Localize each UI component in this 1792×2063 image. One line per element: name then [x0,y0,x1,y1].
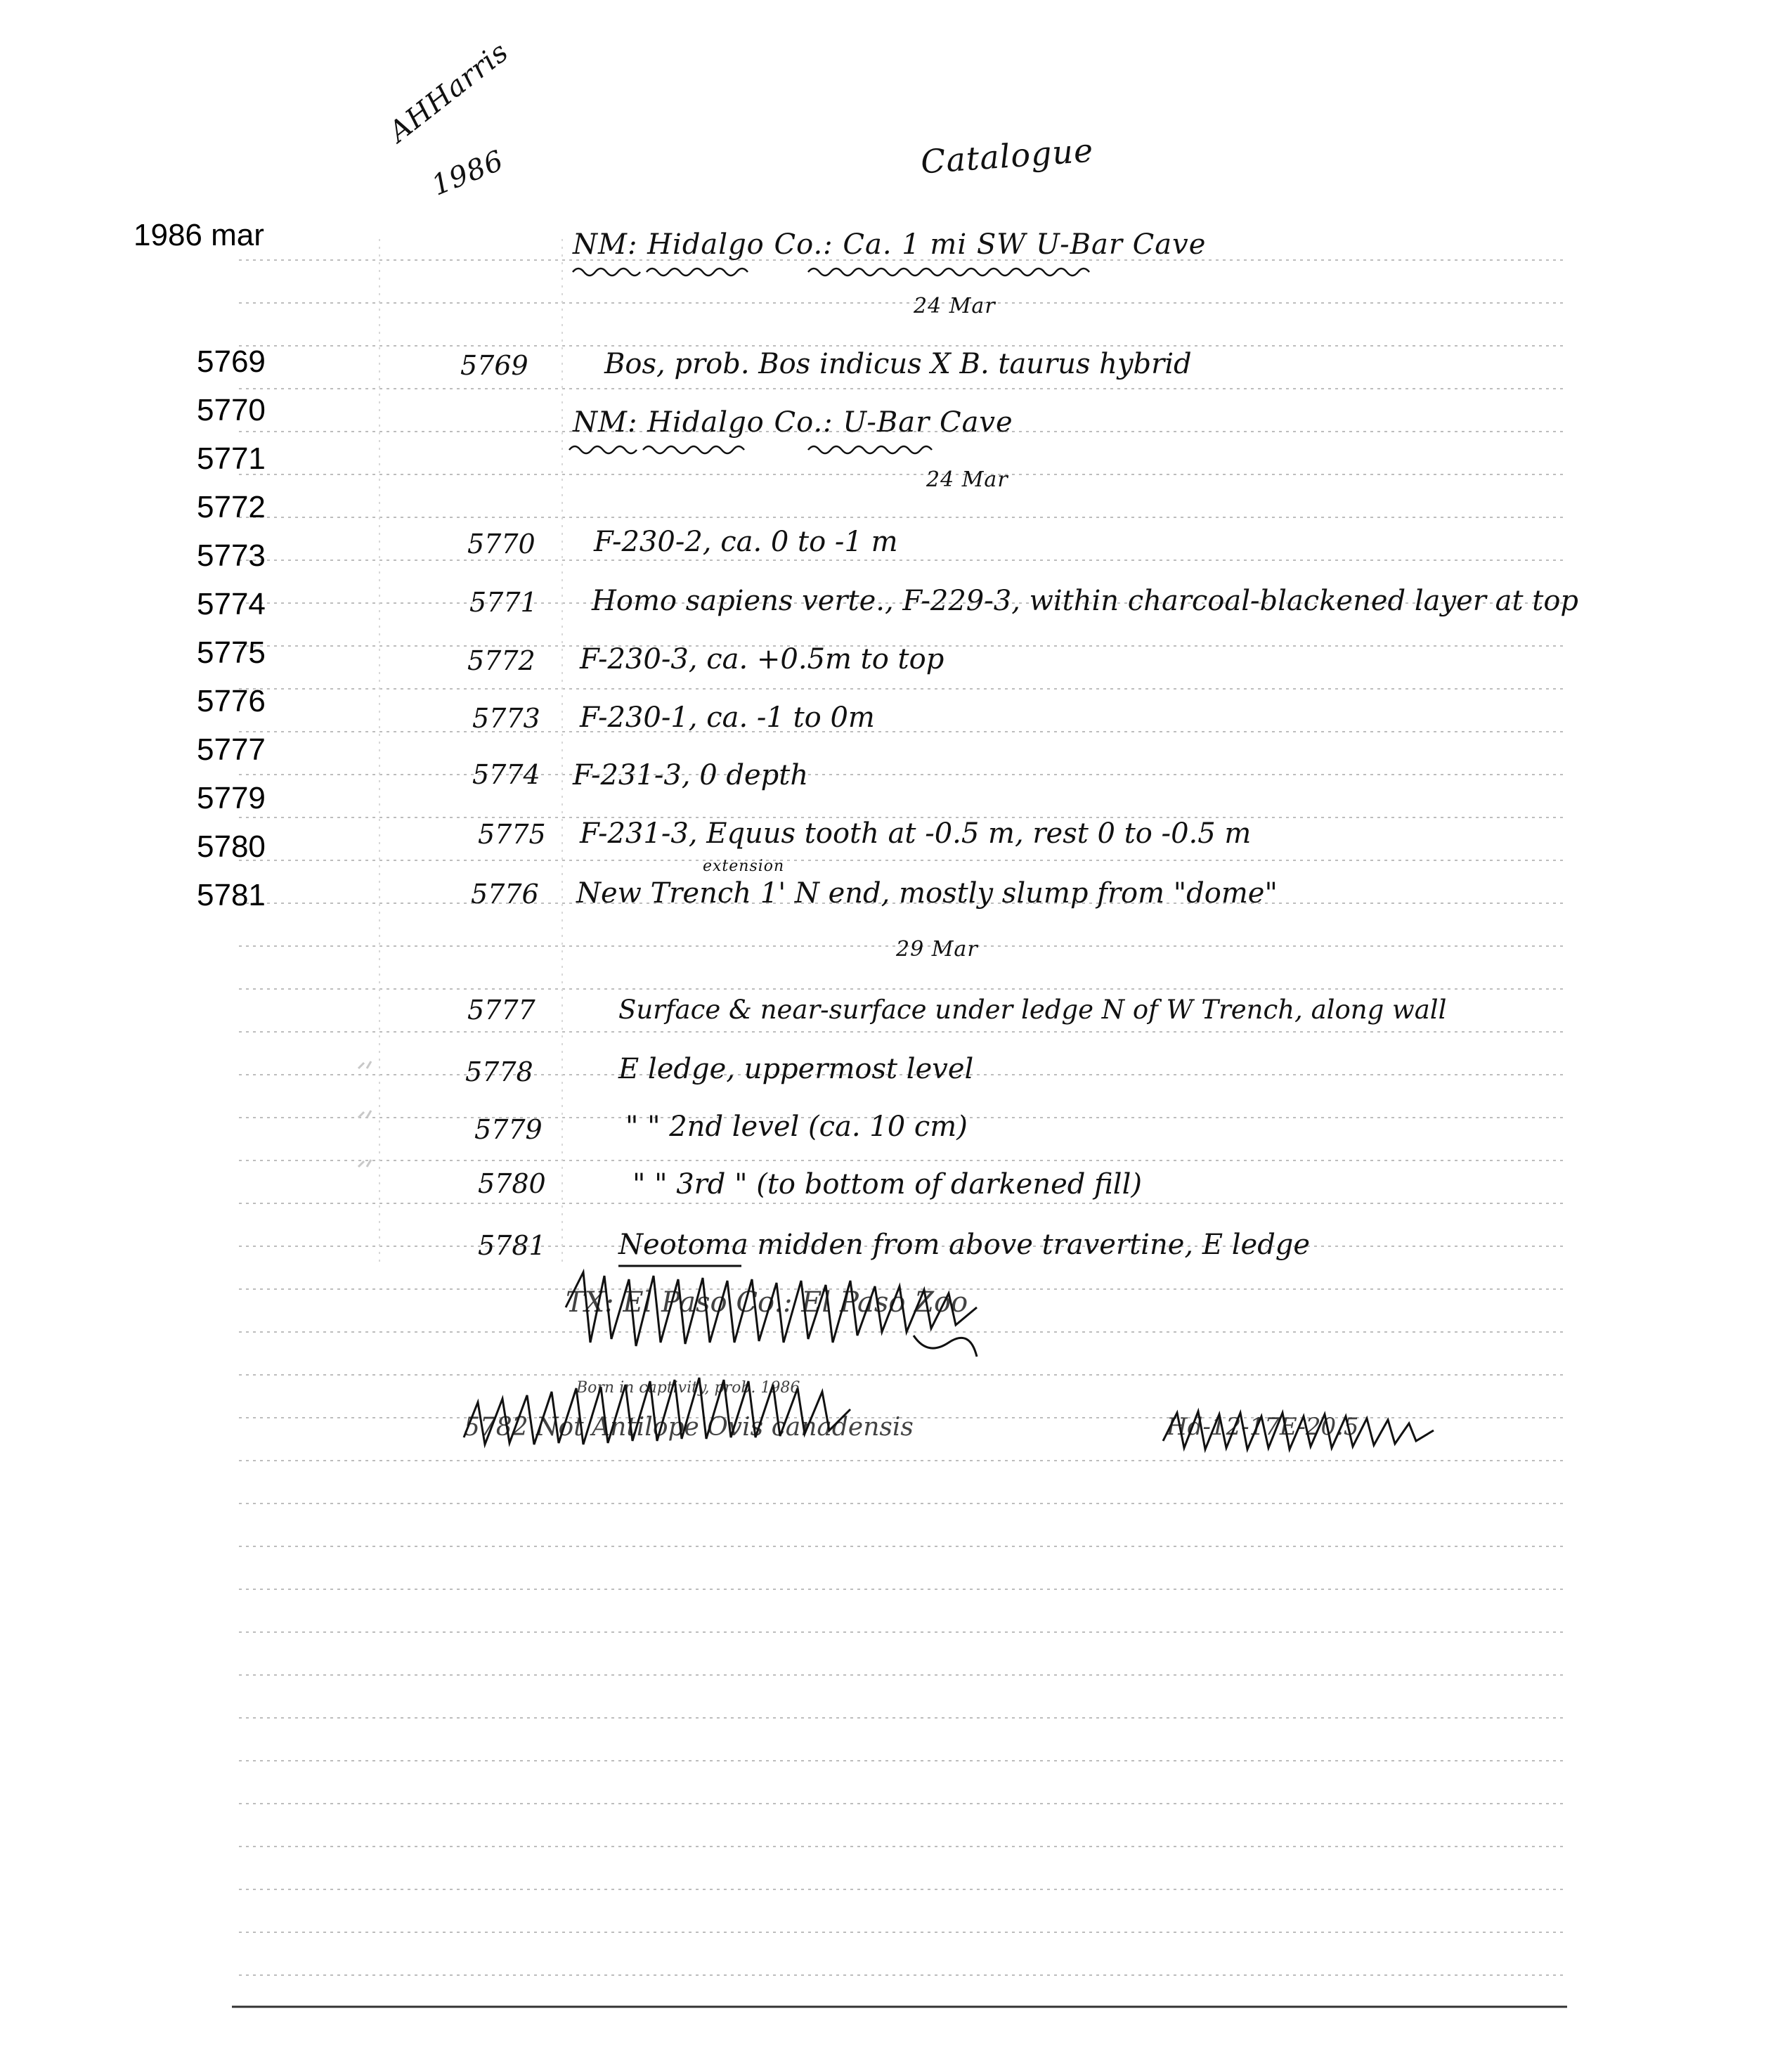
entry-text: F-231-3, 0 depth [573,759,809,791]
entry-number: 5776 [471,879,539,910]
crossed-out-entry: 5782 Not Antilope Ovis canadensis [464,1413,914,1442]
entry-number: 5769 [460,350,528,381]
margin-number: 5776 [197,684,266,718]
locality-heading: NM: Hidalgo Co.: Ca. 1 mi SW U-Bar Cave [573,228,1207,261]
margin-number: 5775 [197,635,266,670]
locality-date: 24 Mar [914,294,996,318]
locality-heading: NM: Hidalgo Co.: U-Bar Cave [573,406,1013,439]
entry-text: F-230-1, ca. -1 to 0m [580,701,875,734]
section-date: 29 Mar [896,937,978,962]
entry-number: 5775 [478,819,546,850]
entry-text: Bos, prob. Bos indicus X B. taurus hybrid [604,348,1192,380]
insertion-note: extension [703,858,785,875]
entry-number: 5780 [478,1168,546,1199]
margin-number: 5779 [197,781,266,815]
crossout-scribble [457,1360,963,1466]
wavy-underline [566,439,959,460]
crossed-out-note: Born in captivity, prob. 1986 [576,1379,800,1397]
signature-year: 1986 [427,144,509,202]
signature-name: AHHarris [383,35,515,149]
margin-number: 5780 [197,829,266,864]
entry-number: 5772 [467,645,535,676]
margin-number: 5773 [197,538,266,573]
entry-text: New Trench 1' N end, mostly slump from "dome" [576,877,1278,910]
margin-number: 5770 [197,393,266,427]
crossout-scribble [1160,1399,1469,1462]
entry-text: " " 2nd level (ca. 10 cm) [625,1111,968,1143]
entry-text: F-230-2, ca. 0 to -1 m [594,526,898,558]
margin-number: 5772 [197,490,266,524]
margin-number: 5781 [197,878,266,912]
entry-number: 5779 [474,1114,543,1145]
entry-number: 5781 [478,1230,546,1261]
faint-marks [351,1054,394,1181]
crossed-out-locality: TX: El Paso Co.: El Paso Zoo [566,1286,968,1319]
locality-date: 24 Mar [926,467,1008,492]
entry-text: Surface & near-surface under ledge N of W Trench, along wall [618,995,1447,1025]
entry-text: E ledge, uppermost level [618,1053,974,1085]
crossed-out-field-number: Hd-12-17E-20.5 [1167,1413,1359,1441]
entry-number: 5777 [467,995,535,1026]
margin-number: 5774 [197,587,266,621]
wavy-underline [569,261,1174,283]
entry-text: F-231-3, Equus tooth at -0.5 m, rest 0 to -0.5 m [580,817,1252,850]
entry-text: F-230-3, ca. +0.5m to top [580,643,944,675]
entry-number: 5770 [467,529,535,560]
entry-number: 5773 [472,703,540,734]
entry-text: " " 3rd " (to bottom of darkened fill) [632,1168,1142,1201]
margin-date: 1986 mar [134,218,264,252]
crossout-scribble [562,1265,1040,1364]
entry-number: 5771 [469,587,538,618]
entry-text: Neotoma midden from above travertine, E ledge [618,1229,1311,1261]
page-title: Catalogue [919,131,1095,181]
entry-number: 5778 [465,1056,533,1087]
entry-text: Homo sapiens verte., F-229-3, within charcoal-blackened layer at top [592,585,1579,617]
margin-number: 5769 [197,344,266,379]
margin-number: 5771 [197,441,266,476]
entry-number: 5774 [472,759,540,790]
margin-number: 5777 [197,732,266,767]
